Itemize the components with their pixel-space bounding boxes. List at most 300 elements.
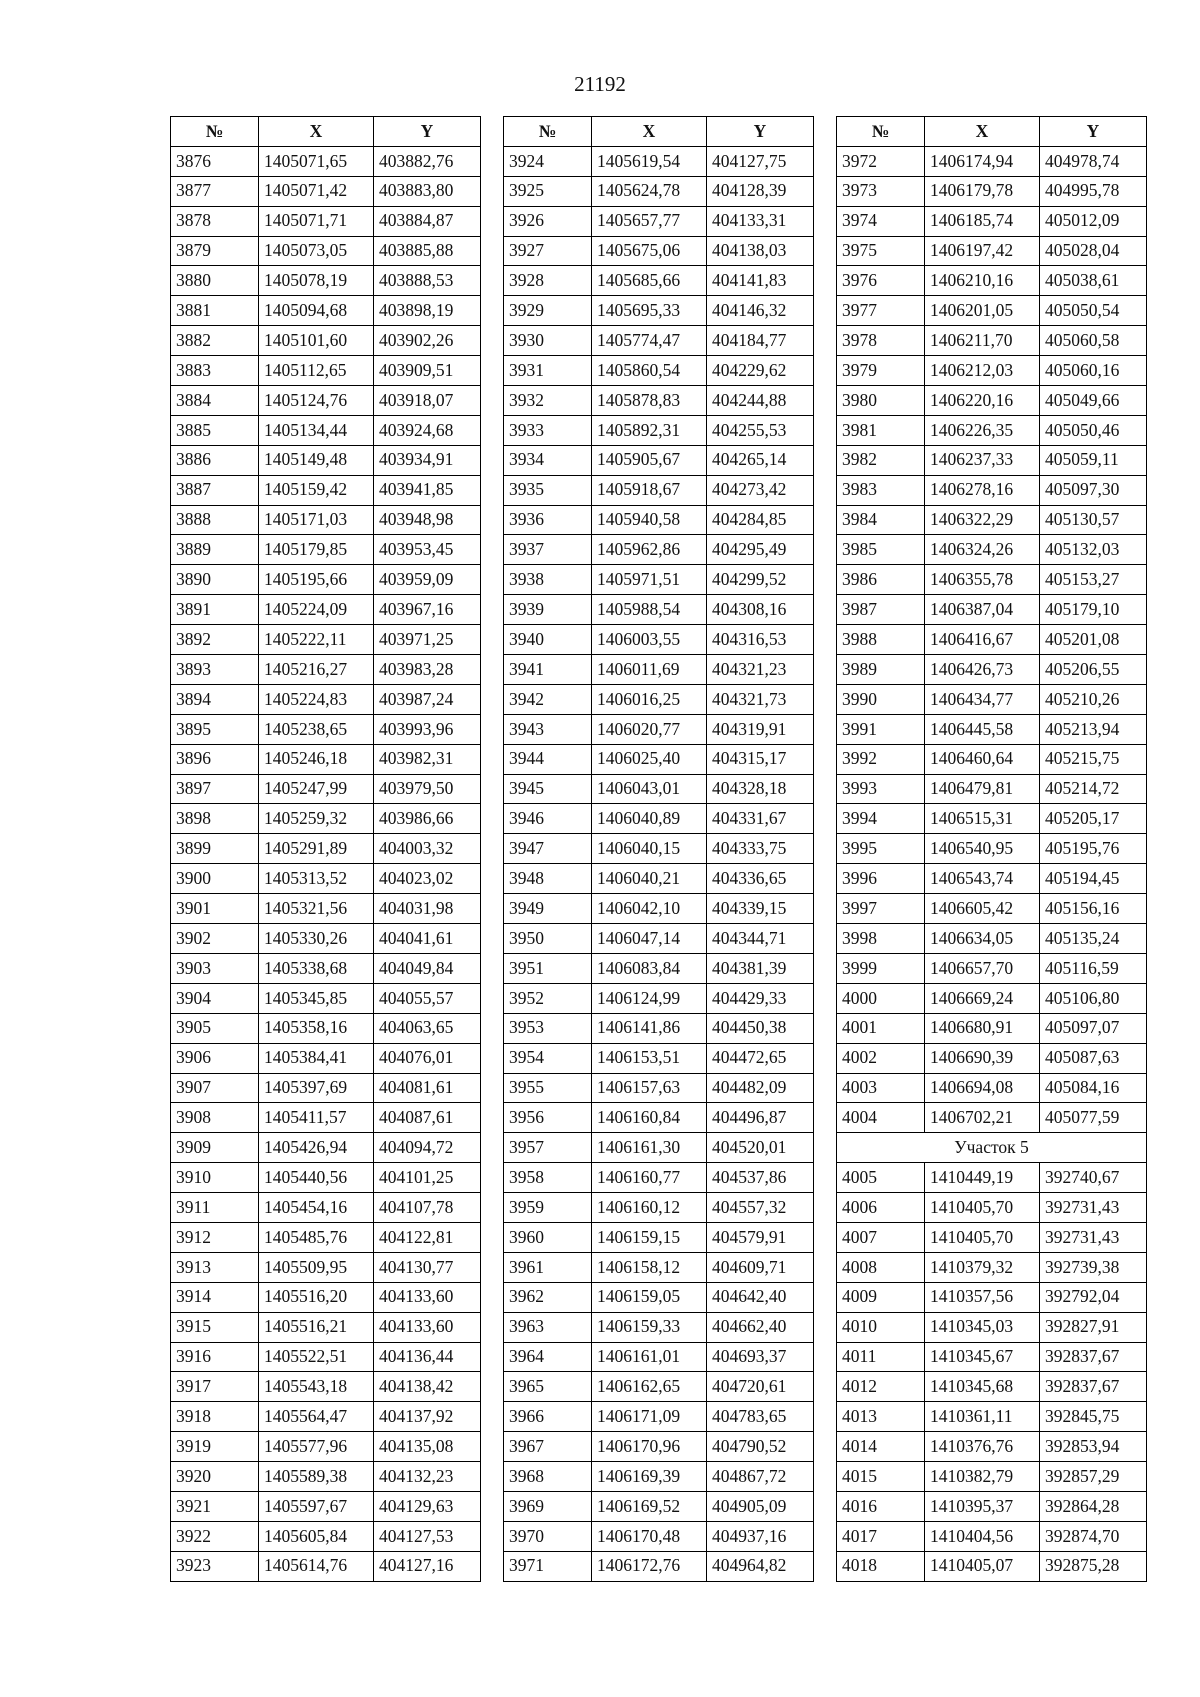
- table-row: [171, 774, 481, 804]
- header-number: №: [504, 117, 592, 147]
- x-coordinate: 1406160,12: [592, 1193, 707, 1223]
- y-coordinate: 404867,72: [707, 1462, 814, 1492]
- x-coordinate: 1405878,83: [592, 386, 707, 416]
- table-row: [504, 983, 814, 1013]
- table-row: [837, 983, 1147, 1013]
- point-number: 3990: [837, 684, 925, 714]
- point-number: 3960: [504, 1222, 592, 1252]
- y-coordinate: 404146,32: [707, 296, 814, 326]
- x-coordinate: 1405971,51: [592, 565, 707, 595]
- y-coordinate: 404995,78: [1040, 176, 1147, 206]
- y-coordinate: 404132,23: [374, 1462, 481, 1492]
- point-number: 3995: [837, 834, 925, 864]
- x-coordinate: 1405614,76: [259, 1551, 374, 1581]
- y-coordinate: 404321,23: [707, 655, 814, 685]
- table-row: [837, 386, 1147, 416]
- table-row: [837, 1342, 1147, 1372]
- point-number: 4014: [837, 1432, 925, 1462]
- point-number: 3894: [171, 684, 259, 714]
- x-coordinate: 1405605,84: [259, 1521, 374, 1551]
- y-coordinate: 392792,04: [1040, 1282, 1147, 1312]
- y-coordinate: 392740,67: [1040, 1163, 1147, 1193]
- header-y: Y: [1040, 117, 1147, 147]
- table-row: [504, 924, 814, 954]
- x-coordinate: 1410345,67: [925, 1342, 1040, 1372]
- x-coordinate: 1406169,39: [592, 1462, 707, 1492]
- y-coordinate: 403986,66: [374, 804, 481, 834]
- y-coordinate: 405179,10: [1040, 595, 1147, 625]
- point-number: 3898: [171, 804, 259, 834]
- x-coordinate: 1405685,66: [592, 266, 707, 296]
- y-coordinate: 405215,75: [1040, 744, 1147, 774]
- y-coordinate: 405132,03: [1040, 535, 1147, 565]
- x-coordinate: 1405774,47: [592, 326, 707, 356]
- table-row: [171, 1432, 481, 1462]
- coordinates-table-2: [503, 116, 814, 1582]
- point-number: 3882: [171, 326, 259, 356]
- y-coordinate: 403953,45: [374, 535, 481, 565]
- point-number: 3892: [171, 625, 259, 655]
- y-coordinate: 403885,88: [374, 236, 481, 266]
- x-coordinate: 1405411,57: [259, 1103, 374, 1133]
- x-coordinate: 1406324,26: [925, 535, 1040, 565]
- point-number: 3908: [171, 1103, 259, 1133]
- point-number: 3924: [504, 146, 592, 176]
- y-coordinate: 403967,16: [374, 595, 481, 625]
- point-number: 3940: [504, 625, 592, 655]
- x-coordinate: 1406355,78: [925, 565, 1040, 595]
- point-number: 3922: [171, 1521, 259, 1551]
- x-coordinate: 1406040,15: [592, 834, 707, 864]
- point-number: 3942: [504, 684, 592, 714]
- point-number: 3997: [837, 894, 925, 924]
- y-coordinate: 404472,65: [707, 1043, 814, 1073]
- x-coordinate: 1405179,85: [259, 535, 374, 565]
- table-row: [504, 565, 814, 595]
- x-coordinate: 1406124,99: [592, 983, 707, 1013]
- y-coordinate: 404137,92: [374, 1402, 481, 1432]
- x-coordinate: 1406657,70: [925, 953, 1040, 983]
- y-coordinate: 403883,80: [374, 176, 481, 206]
- table-row: [504, 505, 814, 535]
- point-number: 3903: [171, 953, 259, 983]
- y-coordinate: 404537,86: [707, 1163, 814, 1193]
- point-number: 3956: [504, 1103, 592, 1133]
- table-row: [171, 953, 481, 983]
- table-row: [171, 356, 481, 386]
- x-coordinate: 1405291,89: [259, 834, 374, 864]
- table-row: [504, 684, 814, 714]
- header-row: [171, 117, 481, 147]
- y-coordinate: 405214,72: [1040, 774, 1147, 804]
- header-y: Y: [707, 117, 814, 147]
- y-coordinate: 403959,09: [374, 565, 481, 595]
- x-coordinate: 1406543,74: [925, 864, 1040, 894]
- point-number: 3896: [171, 744, 259, 774]
- x-coordinate: 1406634,05: [925, 924, 1040, 954]
- x-coordinate: 1405597,67: [259, 1491, 374, 1521]
- point-number: 3991: [837, 714, 925, 744]
- point-number: 3959: [504, 1193, 592, 1223]
- point-number: 3971: [504, 1551, 592, 1581]
- point-number: 3911: [171, 1193, 259, 1223]
- table-row: [171, 1282, 481, 1312]
- table-row: [504, 296, 814, 326]
- table-row: [171, 326, 481, 356]
- table-row: [171, 505, 481, 535]
- x-coordinate: 1406211,70: [925, 326, 1040, 356]
- table-row: [171, 625, 481, 655]
- y-coordinate: 404133,60: [374, 1282, 481, 1312]
- y-coordinate: 405060,58: [1040, 326, 1147, 356]
- table-row: [504, 356, 814, 386]
- table-row: [837, 1222, 1147, 1252]
- x-coordinate: 1406278,16: [925, 475, 1040, 505]
- point-number: 3926: [504, 206, 592, 236]
- x-coordinate: 1410382,79: [925, 1462, 1040, 1492]
- y-coordinate: 392837,67: [1040, 1372, 1147, 1402]
- x-coordinate: 1405619,54: [592, 146, 707, 176]
- x-coordinate: 1406161,30: [592, 1133, 707, 1163]
- y-coordinate: 392864,28: [1040, 1491, 1147, 1521]
- table-row: [171, 983, 481, 1013]
- table-row: [504, 1193, 814, 1223]
- table-row: [171, 296, 481, 326]
- point-number: 4007: [837, 1222, 925, 1252]
- x-coordinate: 1405159,42: [259, 475, 374, 505]
- point-number: 3923: [171, 1551, 259, 1581]
- table-row: [837, 1193, 1147, 1223]
- point-number: 3958: [504, 1163, 592, 1193]
- x-coordinate: 1406445,58: [925, 714, 1040, 744]
- x-coordinate: 1405321,56: [259, 894, 374, 924]
- table-row: [171, 744, 481, 774]
- y-coordinate: 404905,09: [707, 1491, 814, 1521]
- y-coordinate: 404133,31: [707, 206, 814, 236]
- y-coordinate: 403979,50: [374, 774, 481, 804]
- table-row: [171, 415, 481, 445]
- point-number: 3957: [504, 1133, 592, 1163]
- y-coordinate: 405213,94: [1040, 714, 1147, 744]
- point-number: 3966: [504, 1402, 592, 1432]
- y-coordinate: 404579,91: [707, 1222, 814, 1252]
- table-row: [837, 1282, 1147, 1312]
- point-number: 4008: [837, 1252, 925, 1282]
- x-coordinate: 1406212,03: [925, 356, 1040, 386]
- table-row: [171, 206, 481, 236]
- x-coordinate: 1406159,05: [592, 1282, 707, 1312]
- x-coordinate: 1406210,16: [925, 266, 1040, 296]
- table-row: [837, 1551, 1147, 1581]
- point-number: 3989: [837, 655, 925, 685]
- table-row: [837, 1372, 1147, 1402]
- x-coordinate: 1410404,56: [925, 1521, 1040, 1551]
- x-coordinate: 1405238,65: [259, 714, 374, 744]
- y-coordinate: 404081,61: [374, 1073, 481, 1103]
- point-number: 3920: [171, 1462, 259, 1492]
- table-row: [837, 953, 1147, 983]
- header-x: X: [592, 117, 707, 147]
- table-row: [171, 176, 481, 206]
- x-coordinate: 1405905,67: [592, 445, 707, 475]
- table-row: [837, 326, 1147, 356]
- table-row: [504, 1551, 814, 1581]
- table-row: [171, 1222, 481, 1252]
- point-number: 3968: [504, 1462, 592, 1492]
- point-number: 3906: [171, 1043, 259, 1073]
- y-coordinate: 404284,85: [707, 505, 814, 535]
- point-number: 3889: [171, 535, 259, 565]
- x-coordinate: 1406170,48: [592, 1521, 707, 1551]
- x-coordinate: 1406669,24: [925, 983, 1040, 1013]
- table-row: [837, 206, 1147, 236]
- x-coordinate: 1405247,99: [259, 774, 374, 804]
- y-coordinate: 404381,39: [707, 953, 814, 983]
- table-row: [504, 1372, 814, 1402]
- y-coordinate: 392875,28: [1040, 1551, 1147, 1581]
- table-row: [504, 1013, 814, 1043]
- table-row: [504, 1133, 814, 1163]
- x-coordinate: 1406460,64: [925, 744, 1040, 774]
- y-coordinate: 404295,49: [707, 535, 814, 565]
- point-number: 3876: [171, 146, 259, 176]
- point-number: 3929: [504, 296, 592, 326]
- table-row: [171, 1312, 481, 1342]
- x-coordinate: 1405171,03: [259, 505, 374, 535]
- y-coordinate: 403948,98: [374, 505, 481, 535]
- table-row: [171, 146, 481, 176]
- x-coordinate: 1406605,42: [925, 894, 1040, 924]
- table-row: [171, 924, 481, 954]
- y-coordinate: 405038,61: [1040, 266, 1147, 296]
- table-row: [837, 595, 1147, 625]
- y-coordinate: 403924,68: [374, 415, 481, 445]
- y-coordinate: 404299,52: [707, 565, 814, 595]
- point-number: 3955: [504, 1073, 592, 1103]
- point-number: 3978: [837, 326, 925, 356]
- x-coordinate: 1405543,18: [259, 1372, 374, 1402]
- point-number: 3935: [504, 475, 592, 505]
- x-coordinate: 1405454,16: [259, 1193, 374, 1223]
- y-coordinate: 403934,91: [374, 445, 481, 475]
- y-coordinate: 404244,88: [707, 386, 814, 416]
- point-number: 3965: [504, 1372, 592, 1402]
- y-coordinate: 404135,08: [374, 1432, 481, 1462]
- x-coordinate: 1405071,42: [259, 176, 374, 206]
- y-coordinate: 404333,75: [707, 834, 814, 864]
- y-coordinate: 404049,84: [374, 953, 481, 983]
- table-row: [171, 1491, 481, 1521]
- table-row: [837, 296, 1147, 326]
- table-row: [171, 655, 481, 685]
- table-row: [504, 864, 814, 894]
- table-row: [171, 684, 481, 714]
- point-number: 3996: [837, 864, 925, 894]
- y-coordinate: 404339,15: [707, 894, 814, 924]
- point-number: 3886: [171, 445, 259, 475]
- y-coordinate: 405206,55: [1040, 655, 1147, 685]
- table-row: [171, 535, 481, 565]
- x-coordinate: 1405313,52: [259, 864, 374, 894]
- point-number: 4018: [837, 1551, 925, 1581]
- table-row: [504, 535, 814, 565]
- point-number: 3905: [171, 1013, 259, 1043]
- y-coordinate: 405205,17: [1040, 804, 1147, 834]
- y-coordinate: 405116,59: [1040, 953, 1147, 983]
- y-coordinate: 404662,40: [707, 1312, 814, 1342]
- y-coordinate: 392827,91: [1040, 1312, 1147, 1342]
- x-coordinate: 1405224,09: [259, 595, 374, 625]
- point-number: 3962: [504, 1282, 592, 1312]
- point-number: 3883: [171, 356, 259, 386]
- y-coordinate: 404138,42: [374, 1372, 481, 1402]
- y-coordinate: 405084,16: [1040, 1073, 1147, 1103]
- table-row: [837, 1462, 1147, 1492]
- point-number: 3964: [504, 1342, 592, 1372]
- table-row: [504, 744, 814, 774]
- y-coordinate: 392853,94: [1040, 1432, 1147, 1462]
- y-coordinate: 403971,25: [374, 625, 481, 655]
- x-coordinate: 1410405,70: [925, 1193, 1040, 1223]
- x-coordinate: 1406025,40: [592, 744, 707, 774]
- y-coordinate: 404609,71: [707, 1252, 814, 1282]
- point-number: 3979: [837, 356, 925, 386]
- x-coordinate: 1405094,68: [259, 296, 374, 326]
- point-number: 3900: [171, 864, 259, 894]
- point-number: 3899: [171, 834, 259, 864]
- table-row: [837, 176, 1147, 206]
- y-coordinate: 404031,98: [374, 894, 481, 924]
- x-coordinate: 1406426,73: [925, 655, 1040, 685]
- point-number: 3934: [504, 445, 592, 475]
- x-coordinate: 1406011,69: [592, 655, 707, 685]
- y-coordinate: 404429,33: [707, 983, 814, 1013]
- point-number: 3981: [837, 415, 925, 445]
- point-number: 3967: [504, 1432, 592, 1462]
- header-row: [504, 117, 814, 147]
- table-row: [837, 684, 1147, 714]
- table-row: [504, 1163, 814, 1193]
- table-row: [837, 505, 1147, 535]
- point-number: 4015: [837, 1462, 925, 1492]
- table-row: [171, 1252, 481, 1282]
- y-coordinate: 404127,16: [374, 1551, 481, 1581]
- table-row: [837, 475, 1147, 505]
- table-row: [837, 236, 1147, 266]
- point-number: 4004: [837, 1103, 925, 1133]
- y-coordinate: 405050,54: [1040, 296, 1147, 326]
- x-coordinate: 1405071,65: [259, 146, 374, 176]
- x-coordinate: 1406169,52: [592, 1491, 707, 1521]
- x-coordinate: 1406515,31: [925, 804, 1040, 834]
- y-coordinate: 404336,65: [707, 864, 814, 894]
- x-coordinate: 1405195,66: [259, 565, 374, 595]
- y-coordinate: 404964,82: [707, 1551, 814, 1581]
- point-number: 4009: [837, 1282, 925, 1312]
- x-coordinate: 1406680,91: [925, 1013, 1040, 1043]
- point-number: 3907: [171, 1073, 259, 1103]
- y-coordinate: 404023,02: [374, 864, 481, 894]
- x-coordinate: 1410345,68: [925, 1372, 1040, 1402]
- x-coordinate: 1406434,77: [925, 684, 1040, 714]
- page-number: 21192: [574, 72, 626, 96]
- point-number: 4000: [837, 983, 925, 1013]
- x-coordinate: 1405485,76: [259, 1222, 374, 1252]
- table-row: [171, 386, 481, 416]
- x-coordinate: 1405962,86: [592, 535, 707, 565]
- table-row: [837, 1163, 1147, 1193]
- table-row: [171, 236, 481, 266]
- point-number: 3909: [171, 1133, 259, 1163]
- x-coordinate: 1406160,84: [592, 1103, 707, 1133]
- table-row: [171, 1462, 481, 1492]
- y-coordinate: 405097,30: [1040, 475, 1147, 505]
- x-coordinate: 1406159,33: [592, 1312, 707, 1342]
- point-number: 3919: [171, 1432, 259, 1462]
- point-number: 3954: [504, 1043, 592, 1073]
- table-row: [837, 655, 1147, 685]
- point-number: 3893: [171, 655, 259, 685]
- point-number: 4016: [837, 1491, 925, 1521]
- point-number: 3982: [837, 445, 925, 475]
- point-number: 3891: [171, 595, 259, 625]
- x-coordinate: 1405216,27: [259, 655, 374, 685]
- x-coordinate: 1405657,77: [592, 206, 707, 236]
- point-number: 3963: [504, 1312, 592, 1342]
- point-number: 3951: [504, 953, 592, 983]
- y-coordinate: 404265,14: [707, 445, 814, 475]
- point-number: 3992: [837, 744, 925, 774]
- table-row: [171, 1342, 481, 1372]
- table-row: [504, 176, 814, 206]
- x-coordinate: 1406157,63: [592, 1073, 707, 1103]
- x-coordinate: 1405338,68: [259, 953, 374, 983]
- y-coordinate: 404127,53: [374, 1521, 481, 1551]
- point-number: 3932: [504, 386, 592, 416]
- table-row: [504, 1462, 814, 1492]
- x-coordinate: 1410357,56: [925, 1282, 1040, 1312]
- y-coordinate: 404141,83: [707, 266, 814, 296]
- x-coordinate: 1405384,41: [259, 1043, 374, 1073]
- y-coordinate: 405195,76: [1040, 834, 1147, 864]
- table-row: [171, 1103, 481, 1133]
- y-coordinate: 392874,70: [1040, 1521, 1147, 1551]
- y-coordinate: 404557,32: [707, 1193, 814, 1223]
- table-row: [504, 834, 814, 864]
- table-row: [504, 894, 814, 924]
- table-row: [171, 1163, 481, 1193]
- y-coordinate: 404693,37: [707, 1342, 814, 1372]
- y-coordinate: 404331,67: [707, 804, 814, 834]
- y-coordinate: 404783,65: [707, 1402, 814, 1432]
- y-coordinate: 392731,43: [1040, 1222, 1147, 1252]
- y-coordinate: 404184,77: [707, 326, 814, 356]
- table-row: [837, 1073, 1147, 1103]
- x-coordinate: 1405397,69: [259, 1073, 374, 1103]
- table-row: [504, 655, 814, 685]
- y-coordinate: 404107,78: [374, 1193, 481, 1223]
- x-coordinate: 1405918,67: [592, 475, 707, 505]
- y-coordinate: 405201,08: [1040, 625, 1147, 655]
- header-x: X: [925, 117, 1040, 147]
- x-coordinate: 1405624,78: [592, 176, 707, 206]
- table-row: [171, 1551, 481, 1581]
- y-coordinate: 404041,61: [374, 924, 481, 954]
- y-coordinate: 405012,09: [1040, 206, 1147, 236]
- table-row: [171, 1073, 481, 1103]
- point-number: 3928: [504, 266, 592, 296]
- y-coordinate: 405130,57: [1040, 505, 1147, 535]
